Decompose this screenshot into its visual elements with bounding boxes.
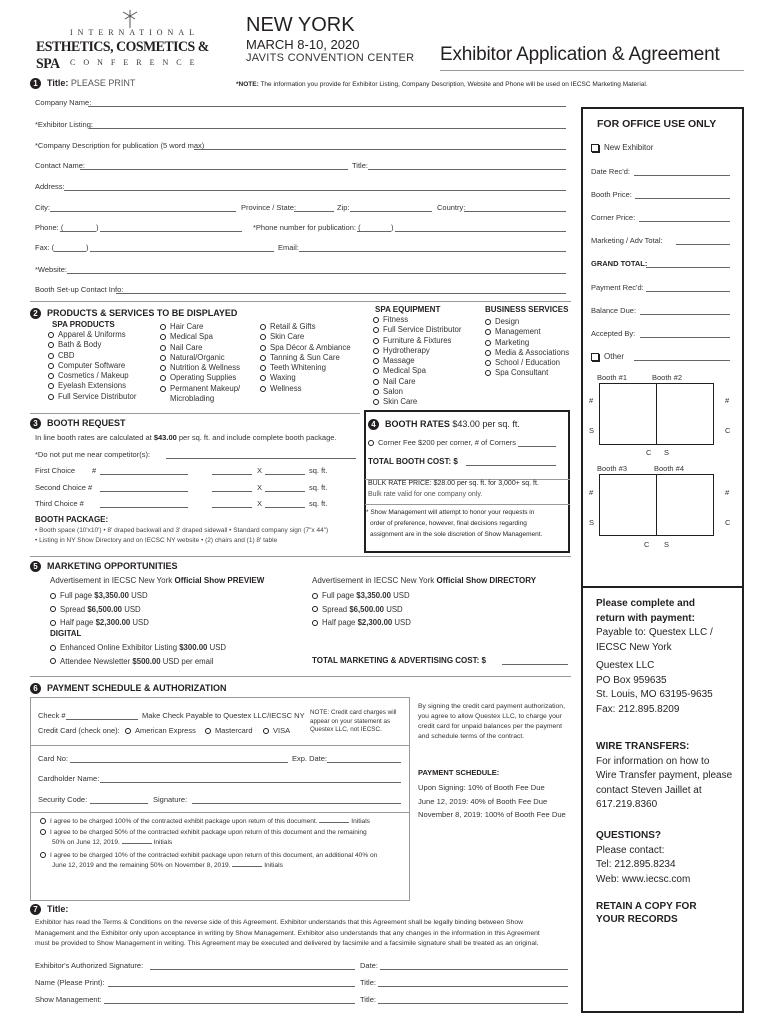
total-booth-cost-field[interactable] xyxy=(466,465,556,466)
authorized-signature-field[interactable] xyxy=(150,969,355,970)
payment-schedule-heading: PAYMENT SCHEDULE: xyxy=(418,768,500,777)
booth-34-s: S xyxy=(664,540,670,549)
show-mgmt-note-3: assignment are in the sole discretion of Show Management. xyxy=(370,531,543,538)
show-management-label: Show Management: xyxy=(35,995,102,1004)
option[interactable]: Full Service Distributor xyxy=(48,392,136,402)
second-choice-sqft: sq. ft. xyxy=(309,483,328,492)
first-choice-label: First Choice xyxy=(35,466,76,475)
preview-options xyxy=(50,589,149,630)
rule xyxy=(581,586,744,588)
office-use-title: FOR OFFICE USE ONLY xyxy=(597,118,717,130)
section-1-heading: 1 Title: PLEASE PRINT xyxy=(30,78,135,89)
option[interactable]: Retail & Gifts xyxy=(260,322,351,332)
wire-transfer-info: WIRE TRANSFERS: For information on how to Wire Transfer payment, please contact Steven Jaillet at 617.219.8360 xyxy=(596,741,733,810)
competitor-field[interactable] xyxy=(166,458,356,459)
booth-rate-intro: In line booth rates are calculated at $43.00 per sq. ft. and include complete booth package. xyxy=(35,433,337,442)
booth-price-label: Booth Price: xyxy=(591,190,632,199)
spa-products-col-3 xyxy=(260,322,351,394)
third-choice-booth-field[interactable] xyxy=(100,507,188,508)
booth-4-c: C xyxy=(725,518,731,527)
authorized-signature-label: Exhibitor's Authorized Signature: xyxy=(35,961,144,970)
title-mgmt-field[interactable] xyxy=(378,1003,568,1004)
logo-line-3: CONFERENCE xyxy=(70,58,203,67)
booth-4-hash: # xyxy=(725,488,730,497)
booth-3-s: S xyxy=(589,518,595,527)
email-label: Email: xyxy=(278,243,299,252)
address-field[interactable] xyxy=(64,190,566,191)
booth-2-c: C xyxy=(725,426,731,435)
option[interactable]: Wellness xyxy=(260,384,351,394)
fax-label: Fax: ( xyxy=(35,243,55,252)
booth-4-label: Booth #4 xyxy=(654,464,685,473)
third-choice-sqft: sq. ft. xyxy=(309,499,328,508)
section-1-note: *NOTE: The information you provide for Exhibitor Listing, Company Description, Website and Phone will be used on IECSC Marketing Material. xyxy=(236,81,648,88)
total-booth-cost-label: TOTAL BOOTH COST: $ xyxy=(368,457,458,466)
event-city: NEW YORK xyxy=(246,14,355,36)
payment-recd-label: Payment Rec'd: xyxy=(591,283,644,292)
third-choice-depth-field[interactable] xyxy=(265,507,305,508)
option[interactable]: Media & Associations xyxy=(485,348,569,358)
option[interactable]: Hydrotherapy xyxy=(373,346,461,356)
option[interactable]: Marketing xyxy=(485,338,569,348)
first-choice-sqft: sq. ft. xyxy=(309,466,328,475)
option[interactable]: Medical Spa xyxy=(160,332,240,342)
business-services-col xyxy=(485,317,569,379)
country-field[interactable] xyxy=(464,211,566,212)
booth-12-s: S xyxy=(664,448,670,457)
auth-option-50-cont: 50% on June 12, 2019. Initials xyxy=(52,839,173,846)
check-number-field[interactable] xyxy=(66,719,138,720)
directory-spread[interactable]: Spread $6,500.00 USD xyxy=(312,603,411,617)
option[interactable]: Design xyxy=(485,317,569,327)
terms-text: Exhibitor has read the Terms & Conditions on the reverse side of this Agreement. Exhibitor understands that this Agreement shall be legally binding between Show Management and the Exhibitor only upon acceptance in writing by Show Management. Exhibitor also understands that any changes in the information in this Agreement must be provided to Show Management in writing. This Agreement may be executed and delivered by facsimile and a facsimile signature shall be treated as an original. xyxy=(35,919,540,947)
phone-area-field[interactable] xyxy=(60,231,96,232)
other-option[interactable]: Other xyxy=(591,352,624,361)
card-number-field[interactable] xyxy=(70,762,288,763)
title-rule xyxy=(440,70,744,71)
directory-half-page[interactable]: Half page $2,300.00 USD xyxy=(312,616,411,630)
option-continued: Microblading xyxy=(170,394,215,404)
option[interactable]: Nail Care xyxy=(373,377,461,387)
corner-fee-option[interactable]: Corner Fee $200 per corner, # of Corners xyxy=(368,438,516,447)
security-code-label: Security Code: xyxy=(38,795,88,804)
spa-equipment-heading: SPA EQUIPMENT xyxy=(375,305,441,314)
booth-1-label: Booth #1 xyxy=(597,373,628,382)
corner-price-field[interactable] xyxy=(639,221,730,222)
option[interactable]: Management xyxy=(485,327,569,337)
company-description-field[interactable] xyxy=(194,149,566,150)
event-venue: JAVITS CONVENTION CENTER xyxy=(246,52,415,64)
option[interactable]: Operating Supplies xyxy=(160,373,240,383)
option[interactable]: Furniture & Fixtures xyxy=(373,336,461,346)
booth-34-c: C xyxy=(644,540,650,549)
option[interactable]: Spa Consultant xyxy=(485,368,569,378)
phone-label: Phone: ( xyxy=(35,223,64,232)
rule xyxy=(30,745,410,746)
province-label: Province / State: xyxy=(241,203,297,212)
section-4-heading: 4 BOOTH RATES $43.00 per sq. ft. xyxy=(368,419,520,430)
first-choice-x: X xyxy=(257,466,263,475)
option[interactable]: Eyelash Extensions xyxy=(48,381,136,391)
booth-1-hash: # xyxy=(589,396,594,405)
corners-field[interactable] xyxy=(518,446,556,447)
booth-3-label: Booth #3 xyxy=(597,464,628,473)
second-choice-label: Second Choice # xyxy=(35,483,93,492)
preview-full-page[interactable]: Full page $3,350.00 USD xyxy=(50,589,149,603)
booth-1-s: S xyxy=(589,426,595,435)
second-choice-depth-field[interactable] xyxy=(265,491,305,492)
print-name-field[interactable] xyxy=(108,986,355,987)
total-marketing-label: TOTAL MARKETING & ADVERTISING COST: $ xyxy=(312,656,486,665)
payment-schedule-list: Upon Signing: 10% of Booth Fee Due June 12, 2019: 40% of Booth Fee Due November 8, 2019: 100% of Booth Fee Due xyxy=(418,783,566,819)
fax-field[interactable] xyxy=(90,251,274,252)
second-choice-booth-field[interactable] xyxy=(100,491,188,492)
balance-due-field[interactable] xyxy=(640,314,730,315)
booth-4-grid[interactable] xyxy=(656,474,714,536)
exp-date-field[interactable] xyxy=(327,762,401,763)
option[interactable]: Nail Care xyxy=(160,343,240,353)
phone-publication-close: ) xyxy=(391,223,394,232)
first-choice-width-field[interactable] xyxy=(212,474,252,475)
accepted-by-field[interactable] xyxy=(640,337,730,338)
questions-info: QUESTIONS? Please contact: Tel: 212.895.8234 Web: www.iecsc.com xyxy=(596,830,691,885)
booth-2-label: Booth #2 xyxy=(652,373,683,382)
booth-3-hash: # xyxy=(589,488,594,497)
first-choice-booth-field[interactable] xyxy=(100,474,188,475)
phone-publication-area-field[interactable] xyxy=(357,231,391,232)
date-field[interactable] xyxy=(380,969,568,970)
check-label: Check # xyxy=(38,711,66,720)
logo-line-2: ESTHETICS, COSMETICS & SPA xyxy=(36,39,209,72)
option[interactable]: CBD xyxy=(48,351,136,361)
option[interactable]: Apparel & Uniforms xyxy=(48,330,136,340)
preview-spread[interactable]: Spread $6,500.00 USD xyxy=(50,603,149,617)
other-field[interactable] xyxy=(634,360,730,361)
digital-options xyxy=(50,641,226,668)
option[interactable]: School / Education xyxy=(485,358,569,368)
accepted-by-label: Accepted By: xyxy=(591,329,636,338)
spa-products-col-2 xyxy=(160,322,240,404)
show-mgmt-note-2: order of preference, however, final decisions regarding xyxy=(370,520,527,527)
cardholder-name-label: Cardholder Name: xyxy=(38,774,100,783)
email-field[interactable] xyxy=(299,251,566,252)
website-label: *Website: xyxy=(35,265,67,274)
card-number-label: Card No: xyxy=(38,754,69,763)
event-dates: MARCH 8-10, 2020 xyxy=(246,37,360,52)
directory-options xyxy=(312,589,411,630)
iecsc-logo xyxy=(30,8,230,70)
option[interactable]: Tanning & Sun Care xyxy=(260,353,351,363)
card-signature-field[interactable] xyxy=(192,803,401,804)
option[interactable]: Computer Software xyxy=(48,361,136,371)
booth-contact-label: Booth Set-up Contact Info: xyxy=(35,285,124,294)
grand-total-field[interactable] xyxy=(646,267,730,268)
spa-equipment-col xyxy=(373,315,461,408)
booth-3-grid[interactable] xyxy=(599,474,657,536)
date-recd-field[interactable] xyxy=(634,175,730,176)
section-2-heading: 2 PRODUCTS & SERVICES TO BE DISPLAYED xyxy=(30,308,237,319)
first-choice-hash: # xyxy=(92,466,97,475)
retain-copy-notice: RETAIN A COPY FOR YOUR RECORDS xyxy=(596,901,697,925)
payment-instructions: Please complete and return with payment: Payable to: Questex LLC / IECSC New York Questex LLC PO Box 959635 St. Louis, MO 63195-9635 Fax: 212.895.8209 xyxy=(596,598,713,715)
option[interactable]: Waxing xyxy=(260,373,351,383)
section-6-heading: 6 PAYMENT SCHEDULE & AUTHORIZATION xyxy=(30,683,227,694)
third-choice-x: X xyxy=(257,499,263,508)
phone-close: ) xyxy=(96,223,99,232)
country-label: Country: xyxy=(437,203,466,212)
title-signer-label: Title: xyxy=(360,978,376,987)
payable-note: Make Check Payable to Questex LLC/IECSC NY xyxy=(142,711,305,720)
booth-price-field[interactable] xyxy=(635,198,730,199)
grand-total-label: GRAND TOTAL: xyxy=(591,259,648,268)
option[interactable]: Natural/Organic xyxy=(160,353,240,363)
bulk-rate-valid: Bulk rate valid for one company only. xyxy=(368,491,483,498)
marketing-total-field[interactable] xyxy=(676,244,730,245)
signature-label: Signature: xyxy=(153,795,188,804)
page-title: Exhibitor Application & Agreement xyxy=(440,44,720,65)
directory-heading: Advertisement in IECSC New York Official Show DIRECTORY xyxy=(312,576,537,585)
security-code-field[interactable] xyxy=(90,803,148,804)
first-choice-depth-field[interactable] xyxy=(265,474,305,475)
booth-package-line-2: • Listing in NY Show Directory and on IECSC NY website • (2) chairs and (1) 8' table xyxy=(35,537,278,544)
spa-products-col-1 xyxy=(48,330,136,402)
section-divider xyxy=(30,676,571,677)
section-divider xyxy=(30,301,571,302)
city-field[interactable] xyxy=(50,211,236,212)
option[interactable]: Permanent Makeup/ xyxy=(160,384,240,394)
company-name-field[interactable] xyxy=(88,106,566,107)
zip-label: Zip: xyxy=(337,203,350,212)
checkbox-icon xyxy=(591,144,599,152)
title-label: Title: xyxy=(352,161,368,170)
third-choice-width-field[interactable] xyxy=(212,507,252,508)
zip-field[interactable] xyxy=(350,211,432,212)
auth-option-10-cont: June 12, 2019 and the remaining 50% on November 8, 2019. Initials xyxy=(52,862,283,869)
title-signer-field[interactable] xyxy=(378,986,568,987)
option[interactable]: Cosmetics / Makeup xyxy=(48,371,136,381)
credit-card-authorization-text: By signing the credit card payment authorization, you agree to allow Questex LLC, to charge your credit card for unpaid balances per the payment and schedule terms of the contract. xyxy=(418,703,565,740)
cardholder-name-field[interactable] xyxy=(100,782,401,783)
fax-area-field[interactable] xyxy=(54,251,86,252)
company-description-label: *Company Description for publication (5 word max) xyxy=(35,141,205,150)
second-choice-width-field[interactable] xyxy=(212,491,252,492)
third-choice-label: Third Choice # xyxy=(35,499,84,508)
online-listing-option[interactable]: Enhanced Online Exhibitor Listing $300.00 USD xyxy=(50,641,226,655)
rule xyxy=(365,504,570,505)
exp-date-label: Exp. Date: xyxy=(292,754,328,763)
phone-field[interactable] xyxy=(100,231,242,232)
option[interactable]: Medical Spa xyxy=(373,366,461,376)
directory-full-page[interactable]: Full page $3,350.00 USD xyxy=(312,589,411,603)
credit-card-note: NOTE: Credit card charges will appear on your statement as Questex LLC, not IECSC. xyxy=(310,709,397,733)
option[interactable]: Skin Care xyxy=(373,397,461,407)
booth-1-grid[interactable] xyxy=(599,383,657,445)
show-management-field[interactable] xyxy=(104,1003,355,1004)
business-services-heading: BUSINESS SERVICES xyxy=(485,305,569,314)
corner-price-label: Corner Price: xyxy=(591,213,636,222)
option[interactable]: Salon xyxy=(373,387,461,397)
fax-close: ) xyxy=(86,243,89,252)
mastercard-option[interactable]: Mastercard xyxy=(205,726,253,735)
auth-option-10[interactable]: I agree to be charged 10% of the contracted exhibit package upon return of this document, an additional 40% on xyxy=(40,852,377,859)
phone-publication-label: *Phone number for publication: ( xyxy=(253,223,361,232)
booth-2-hash: # xyxy=(725,396,730,405)
exhibitor-listing-field[interactable] xyxy=(89,128,566,129)
digital-heading: DIGITAL xyxy=(50,629,82,638)
booth-2-grid[interactable] xyxy=(656,383,714,445)
title-mgmt-label: Title: xyxy=(360,995,376,1004)
option[interactable]: Hair Care xyxy=(160,322,240,332)
option[interactable]: Teeth Whitening xyxy=(260,363,351,373)
auth-option-50[interactable]: I agree to be charged 50% of the contracted exhibit package upon return of this document and the remaining xyxy=(40,829,367,836)
credit-card-label: Credit Card (check one): xyxy=(38,726,120,735)
bulk-rate-text: BULK RATE PRICE: $28.00 per sq. ft. for 3,000+ sq. ft. xyxy=(368,480,539,487)
section-5-heading: 5 MARKETING OPPORTUNITIES xyxy=(30,561,178,572)
option[interactable]: Nutrition & Wellness xyxy=(160,363,240,373)
logo-line-1: INTERNATIONAL xyxy=(70,28,199,37)
company-name-label: Company Name: xyxy=(35,98,92,107)
option[interactable]: Spa Décor & Ambiance xyxy=(260,343,351,353)
section-divider xyxy=(30,556,571,557)
contact-name-field[interactable] xyxy=(80,169,348,170)
date-label: Date: xyxy=(360,961,378,970)
booth-package-heading: BOOTH PACKAGE: xyxy=(35,515,109,524)
option[interactable]: Full Service Distributor xyxy=(373,325,461,335)
payment-recd-field[interactable] xyxy=(646,291,730,292)
title-field[interactable] xyxy=(368,169,566,170)
visa-option[interactable]: VISA xyxy=(263,726,290,735)
amex-option[interactable]: American Express xyxy=(125,726,196,735)
city-label: City: xyxy=(35,203,50,212)
auth-option-100[interactable]: I agree to be charged 100% of the contracted exhibit package upon return of this document. Initials xyxy=(40,818,370,825)
new-exhibitor-option[interactable]: New Exhibitor xyxy=(591,143,653,152)
balance-due-label: Balance Due: xyxy=(591,306,637,315)
option[interactable]: Fitness xyxy=(373,315,461,325)
section-divider xyxy=(30,413,360,414)
option[interactable]: Bath & Body xyxy=(48,340,136,350)
competitor-label: *Do not put me near competitor(s): xyxy=(35,450,151,459)
marketing-total-label: Marketing / Adv Total: xyxy=(591,236,663,245)
print-name-label: Name (Please Print): xyxy=(35,978,105,987)
exhibitor-listing-label: *Exhibitor Listing: xyxy=(35,120,93,129)
preview-heading: Advertisement in IECSC New York Official Show PREVIEW xyxy=(50,576,265,585)
total-marketing-field[interactable] xyxy=(502,664,568,665)
spa-products-heading: SPA PRODUCTS xyxy=(52,320,115,329)
phone-publication-field[interactable] xyxy=(395,231,566,232)
preview-half-page[interactable]: Half page $2,300.00 USD xyxy=(50,616,149,630)
palm-crest-icon xyxy=(116,10,144,28)
booth-contact-field[interactable] xyxy=(116,293,566,294)
booth-12-c: C xyxy=(646,448,652,457)
province-field[interactable] xyxy=(294,211,334,212)
address-label: Address: xyxy=(35,182,65,191)
second-choice-x: X xyxy=(257,483,263,492)
newsletter-option[interactable]: Attendee Newsletter $500.00 USD per email xyxy=(50,655,226,669)
show-mgmt-note-1: * Show Management will attempt to honor your requests in xyxy=(366,509,535,516)
section-3-heading: 3 BOOTH REQUEST xyxy=(30,418,126,429)
option[interactable]: Skin Care xyxy=(260,332,351,342)
website-field[interactable] xyxy=(67,273,566,274)
section-7-heading: 7 Title: xyxy=(30,904,68,915)
option[interactable]: Massage xyxy=(373,356,461,366)
date-recd-label: Date Rec'd: xyxy=(591,167,630,176)
booth-package-line-1: • Booth space (10'x10') • 8' draped backwall and 3' draped sidewall • Standard company sign (7"x 44") xyxy=(35,527,329,534)
checkbox-icon xyxy=(591,353,599,361)
contact-name-label: Contact Name: xyxy=(35,161,86,170)
rule xyxy=(30,812,410,813)
